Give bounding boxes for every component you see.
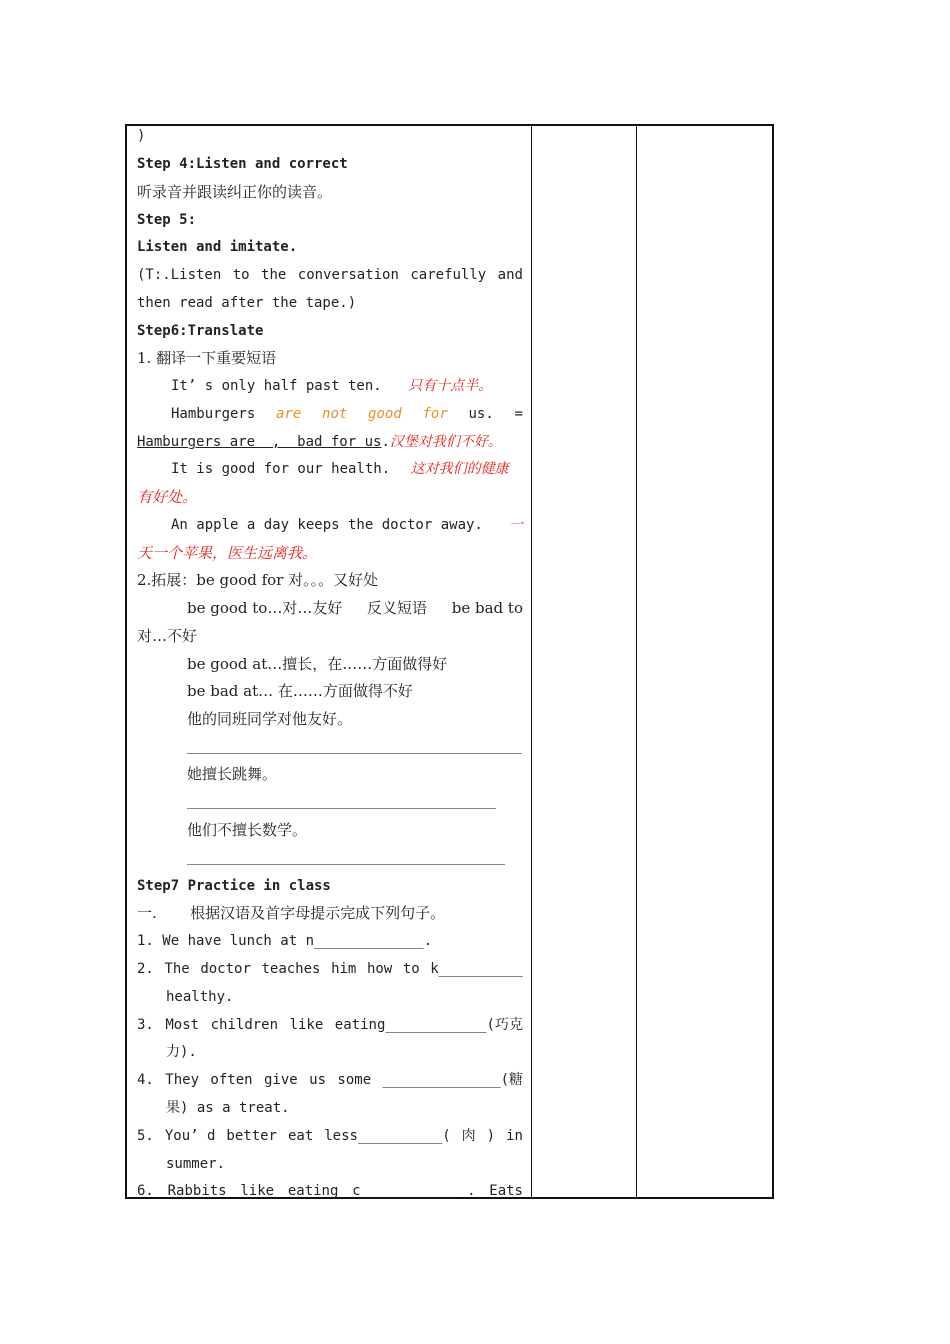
word-are: are bbox=[276, 406, 302, 422]
exercise-3-cont: 力). bbox=[166, 1044, 197, 1060]
ext-phrase: be bad to bbox=[451, 599, 523, 617]
ext-line3: be bad at… 在……方面做得不好 bbox=[187, 682, 413, 700]
word: Most bbox=[165, 1017, 200, 1033]
word-for: for bbox=[422, 406, 448, 422]
phrase4 bbox=[171, 515, 523, 535]
period: . bbox=[381, 434, 390, 450]
word: how bbox=[366, 961, 393, 977]
phrase3 bbox=[171, 459, 509, 479]
word-good: good bbox=[368, 406, 402, 422]
step6-item1: 1. 翻译一下重要短语 bbox=[137, 349, 277, 367]
word: Hamburgers bbox=[171, 406, 256, 422]
word: teaches bbox=[261, 961, 321, 977]
word: The bbox=[164, 961, 190, 977]
word: conversation bbox=[297, 267, 399, 283]
phrase2-cn: 汉堡对我们不好。 bbox=[389, 434, 502, 450]
word: the bbox=[261, 267, 287, 283]
word: us. bbox=[468, 406, 494, 422]
word: eat bbox=[287, 1128, 314, 1144]
word: . bbox=[467, 1183, 476, 1199]
word: give bbox=[264, 1072, 298, 1088]
word: like bbox=[289, 1017, 324, 1033]
phrase2-equivalent: Hamburgers are , bad for us bbox=[137, 434, 382, 450]
word: eating bbox=[287, 1183, 339, 1199]
word-not: not bbox=[322, 406, 348, 422]
word: Rabbits bbox=[167, 1183, 227, 1199]
phrase3-cn-cont: 有好处。 bbox=[137, 488, 198, 506]
word: 5. bbox=[137, 1128, 154, 1144]
exercise-4 bbox=[137, 1070, 523, 1090]
word: in bbox=[506, 1128, 523, 1144]
question-a: 他的同班同学对他友好。 bbox=[187, 710, 353, 728]
ext-line1-cont: 对…不好 bbox=[137, 627, 198, 645]
word: children bbox=[210, 1017, 279, 1033]
word: less__________( bbox=[324, 1128, 451, 1144]
exercise-2-cont: healthy. bbox=[166, 989, 234, 1005]
column-divider-1 bbox=[531, 126, 532, 1197]
word: 肉 bbox=[461, 1128, 476, 1144]
word: 2. bbox=[137, 961, 154, 977]
word: You’ d bbox=[164, 1128, 216, 1144]
exercise-5 bbox=[137, 1126, 523, 1146]
exercise-6 bbox=[137, 1181, 523, 1201]
word: ) bbox=[486, 1128, 496, 1144]
column-divider-2 bbox=[636, 126, 637, 1197]
phrase2-line2 bbox=[137, 432, 502, 452]
phrase3-cn: 这对我们的健康 bbox=[410, 461, 509, 477]
word: (T:.Listen bbox=[137, 267, 222, 283]
phrase4-cn-cont: 天一个苹果，医生远离我。 bbox=[137, 544, 318, 562]
step6-title: Step6:Translate bbox=[137, 323, 264, 339]
phrase4-en: An apple a day keeps the doctor away. bbox=[171, 517, 483, 533]
step7-title: Step7 Practice in class bbox=[137, 878, 331, 894]
ext-title: 2.拓展：be good for 对。。。又好处 bbox=[137, 571, 379, 589]
phrase1 bbox=[171, 376, 492, 396]
ext-line1 bbox=[187, 598, 523, 618]
word: 4. bbox=[137, 1072, 154, 1088]
phrase1-en: It’ s only half past ten. bbox=[171, 378, 382, 394]
word: some bbox=[337, 1072, 372, 1088]
answer-line-c[interactable] bbox=[187, 864, 505, 865]
phrase4-cn: 一 bbox=[509, 517, 523, 533]
phrase2-line1 bbox=[171, 404, 523, 424]
ext-phrase: be good to…对…友好 bbox=[187, 599, 343, 617]
answer-line-a[interactable] bbox=[187, 753, 522, 754]
word: doctor bbox=[200, 961, 251, 977]
step5-note-line2: then read after the tape.) bbox=[137, 295, 357, 311]
step4-desc: 听录音并跟读纠正你的读音。 bbox=[137, 183, 333, 201]
word: better bbox=[226, 1128, 277, 1144]
word: and bbox=[497, 267, 523, 283]
step7-sub: 一. 根据汉语及首字母提示完成下列句子。 bbox=[137, 904, 446, 922]
exercise-3 bbox=[137, 1015, 523, 1035]
ext-phrase: 反义短语 bbox=[367, 599, 428, 617]
phrase3-en: It is good for our health. bbox=[171, 461, 391, 477]
word: ______________(糖 bbox=[382, 1072, 523, 1088]
word: Eats bbox=[489, 1183, 523, 1199]
question-b: 她擅长跳舞。 bbox=[187, 765, 278, 783]
word: to bbox=[232, 267, 250, 283]
step4-title: Step 4:Listen and correct bbox=[137, 156, 348, 172]
word: 6. bbox=[137, 1183, 154, 1199]
paren-close: ) bbox=[137, 128, 146, 144]
word: often bbox=[210, 1072, 253, 1088]
exercise-4-cont: 果) as a treat. bbox=[166, 1100, 290, 1116]
step5-sub: Listen and imitate. bbox=[137, 239, 298, 255]
word: him bbox=[331, 961, 357, 977]
ext-line2: be good at…擅长，在……方面做得好 bbox=[187, 655, 448, 673]
step5-note-line1 bbox=[137, 265, 523, 285]
exercise-1: 1. We have lunch at n_____________. bbox=[137, 933, 433, 949]
word: us bbox=[309, 1072, 326, 1088]
lesson-table bbox=[125, 124, 774, 1199]
word: carefully bbox=[410, 267, 487, 283]
word: k__________ bbox=[430, 961, 523, 977]
answer-line-b[interactable] bbox=[187, 808, 496, 809]
word: = bbox=[514, 406, 523, 422]
word: eating____________(巧克 bbox=[334, 1017, 523, 1033]
word: They bbox=[165, 1072, 199, 1088]
exercise-2 bbox=[137, 959, 523, 979]
word: to bbox=[402, 961, 420, 977]
word: like bbox=[240, 1183, 275, 1199]
word: c___________ bbox=[352, 1183, 454, 1199]
step5-title: Step 5: bbox=[137, 212, 197, 228]
question-c: 他们不擅长数学。 bbox=[187, 821, 308, 839]
phrase1-cn: 只有十点半。 bbox=[408, 378, 493, 394]
word: 3. bbox=[137, 1017, 154, 1033]
exercise-5-cont: summer. bbox=[166, 1156, 226, 1172]
